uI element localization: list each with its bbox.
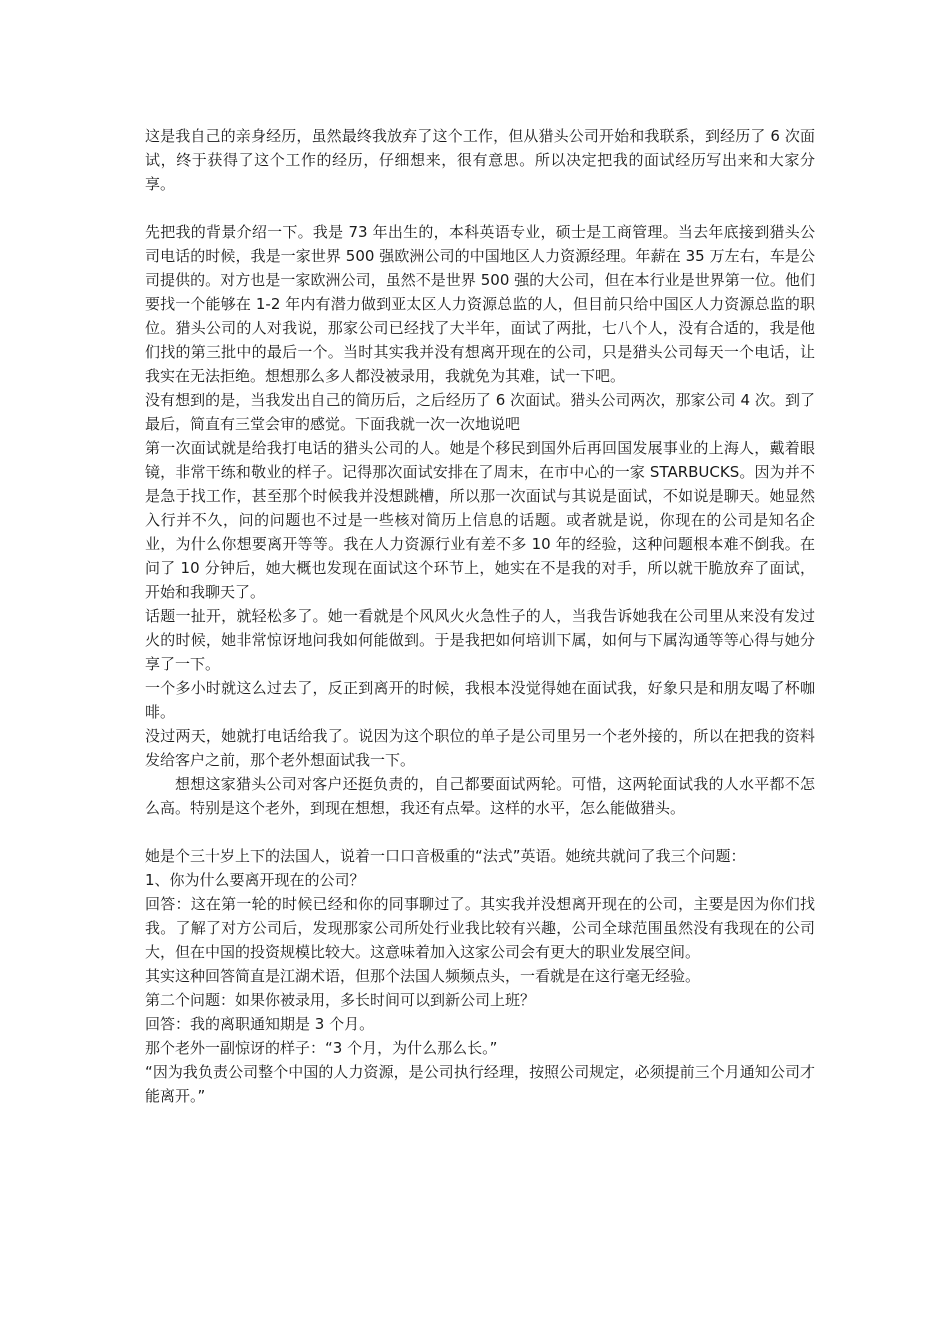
paragraph-explanation: “因为我负责公司整个中国的人力资源，是公司执行经理，按照公司规定，必须提前三个月通知公司才能离开。” (145, 1063, 815, 1105)
paragraph-conversation: 话题一扯开，就轻松多了。她一看就是个风风火火急性子的人，当我告诉她我在公司里从来没有发过火的时候，她非常惊讶地问我如何能做到。于是我把如何培训下属，如何与下属沟通等等心得与她分享了一下。 (145, 607, 815, 673)
paragraph-reflection: 想想这家猎头公司对客户还挺负责的，自己都要面试两轮。可惜，这两轮面试我的人水平都不怎么高。特别是这个老外，到现在想想，我还有点晕。这样的水平，怎么能做猎头。 (145, 775, 815, 817)
paragraph-comment-1: 其实这种回答简直是江湖术语，但那个法国人频频点头，一看就是在这行毫无经验。 (145, 967, 701, 985)
paragraph-background: 先把我的背景介绍一下。我是 73 年出生的，本科英语专业，硕士是工商管理。当去年底接到猎头公司电话的时候，我是一家世界 500 强欧洲公司的中国地区人力资源经理。年薪在 35 万左右，车是公司提供的。对方也是一家欧洲公司，虽然不是世界 500 强的大公司，但在本行业是世界第一位。他们要找一个能够在 1-2 年内有潜力做到亚太区人力资源总监的人，但目前只给中国区人力资源总监的职位。猎头公司的人对我说，那家公司已经找了大半年，面试了两批，七八个人，没有合适的，我是他们找的第三批中的最后一个。当时其实我并没有想离开现在的公司，只是猎头公司每天一个电话，让我实在无法拒绝。想想那么多人都没被录用，我就免为其难，试一下吧。 (145, 223, 815, 385)
paragraph-first-interview: 第一次面试就是给我打电话的猎头公司的人。她是个移民到国外后再回国发展事业的上海人，戴着眼镜，非常干练和敬业的样子。记得那次面试安排在了周末，在市中心的一家 STARBUCKS。因为并不是急于找工作，甚至那个时候我并没想跳槽，所以那一次面试与其说是面试，不如说是聊天。她显然入行并不久，问的问题也不过是一些核对简历上信息的话题。或者就是说，你现在的公司是知名企业，为什么你想要离开等等。我在人力资源行业有差不多 10 年的经验，这种问题根本难不倒我。在问了 10 分钟后，她大概也发现在面试这个环节上，她实在不是我的对手，所以就干脆放弃了面试，开始和我聊天了。 (145, 439, 815, 601)
paragraph-question-2: 第二个问题：如果你被录用，多长时间可以到新公司上班？ (145, 991, 536, 1009)
paragraph-intro: 这是我自己的亲身经历，虽然最终我放弃了这个工作，但从猎头公司开始和我联系，到经历了 6 次面试，终于获得了这个工作的经历，仔细想来，很有意思。所以决定把我的面试经历写出来和大家分享。 (145, 127, 815, 193)
paragraph-coffee: 一个多小时就这么过去了，反正到离开的时候，我根本没觉得她在面试我，好象只是和朋友喝了杯咖啡。 (145, 679, 815, 721)
document-body (145, 124, 815, 1108)
paragraph-answer-2: 回答：我的离职通知期是 3 个月。 (145, 1015, 375, 1033)
paragraph-answer-1: 回答：这在第一轮的时候已经和你的同事聊过了。其实我并没想离开现在的公司，主要是因为你们找我。了解了对方公司后，发现那家公司所处行业我比较有兴趣，公司全球范围虽然没有我现在的公司大，但在中国的投资规模比较大。这意味着加入这家公司会有更大的职业发展空间。 (145, 895, 815, 961)
paragraph-six-interviews: 没有想到的是，当我发出自己的简历后，之后经历了 6 次面试。猎头公司两次，那家公司 4 次。到了最后，简直有三堂会审的感觉。下面我就一次一次地说吧 (145, 391, 815, 433)
paragraph-reaction: 那个老外一副惊讶的样子：“3 个月，为什么那么长。” (145, 1039, 498, 1057)
paragraph-spacer (145, 196, 815, 220)
paragraph-question-1: 1、你为什么要离开现在的公司？ (145, 871, 365, 889)
paragraph-french-interviewer: 她是个三十岁上下的法国人，说着一口口音极重的“法式”英语。她统共就问了我三个问题： (145, 847, 746, 865)
paragraph-spacer (145, 820, 815, 844)
paragraph-second-call: 没过两天，她就打电话给我了。说因为这个职位的单子是公司里另一个老外接的，所以在把我的资料发给客户之前，那个老外想面试我一下。 (145, 727, 815, 769)
